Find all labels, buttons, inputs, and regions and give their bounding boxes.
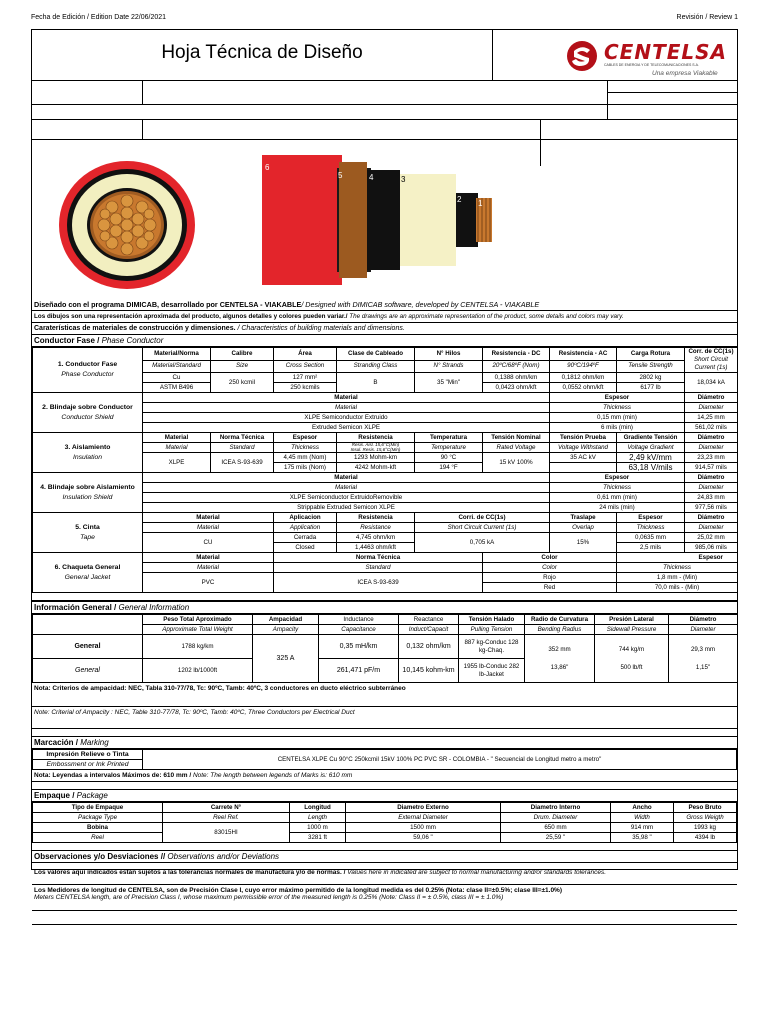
section-marking: Marcación / Marking bbox=[32, 737, 737, 749]
edition-date: Fecha de Edición / Edition Date 22/06/2021 bbox=[31, 14, 167, 21]
layer-number-6: 6 bbox=[265, 163, 270, 172]
conductor-shield-label: 2. Blindaje sobre Conductor Conductor Shield bbox=[33, 393, 143, 433]
layer-number-4: 4 bbox=[369, 173, 374, 182]
header bbox=[32, 30, 737, 81]
section-general-information: Información General / General Information bbox=[32, 601, 737, 614]
length-meter-note: Los Medidores de longitud de CENTELSA, son de Precisión Clase I, cuyo error máximo permitido de la longitud medida es del 0.25% (Nota: clase II=±0.5%; clase III=±1.0%) Meters CENTELSA length, are of Precision Class I, whose maximum permissible error of the measured length is 0.25% (Note: Class II = ± 0.5%, class III = ± 1.0%) bbox=[32, 885, 737, 911]
centelsa-logo bbox=[564, 36, 729, 80]
centelsa-logo-icon bbox=[564, 38, 600, 74]
section-package: Empaque / Package bbox=[32, 790, 737, 802]
insulation-shield-label: 4. Blindaje sobre Aislamiento Insulation Shield bbox=[33, 473, 143, 513]
jacket-label: 6. Chaqueta General General Jacket bbox=[33, 553, 143, 593]
insulation-label: 3. Aislamiento Insulation bbox=[33, 433, 143, 473]
layer-number-1: 1 bbox=[478, 199, 483, 208]
layer-number-2: 2 bbox=[457, 195, 462, 204]
materials-title: Caraterísticas de materiales de construcción y dimensiones. / Characteristics of building materials and dimensions. bbox=[32, 323, 737, 335]
blank-row-2 bbox=[32, 105, 737, 120]
drawing-disclaimer: Los dibujos son una representación aproximada del producto, algunos detalles y colores pueden variar./ The drawings are an approximate representation of the product, some details and colors may vary. bbox=[32, 311, 737, 323]
section-observations: Observaciones y/o Desviaciones // Observations and/or Deviations bbox=[32, 851, 737, 863]
blank-row-3 bbox=[32, 120, 737, 140]
page-title: Hoja Técnica de Diseño bbox=[161, 42, 363, 63]
datasheet bbox=[31, 29, 738, 901]
general-table: Peso Total Aproximado Ampacidad Inductance Reactance Tensión Halado Radio de Curvatura Presión Lateral Diámetro Approximate Total Weight Ampacity Capacitance Induct/Capacit Pulling Tension Bending Radius Sidewall Pressure Diameter General 1788 kg/km 325 A 0,35 mH/km 0,132 ohm/km 887 kg-Conduc 128 kg-Chaq. 352 mm 13,86" 744 kg/m 500 lb/ft 29,3 mm 1,15" General 1202 lb/1000ft 261,471 pF/m 10,145 kohm-km 1955 lb-Conduc 282 lb-Jacket bbox=[32, 614, 738, 683]
ampacity-note-es: Nota: Criterios de ampacidad: NEC, Tabla 310-77/78, Tc: 90ºC, Tamb: 40ºC, 3 conductores en ducto eléctrico subterráneo bbox=[32, 683, 737, 707]
marking-table: Impresión Relieve o Tinta CENTELSA XLPE Cu 90°C 250kcmil 15kV 100% PC PVC SR - COLOMBIA - " Secuencial de Longitud metro a metro" Embossment or Ink Printed bbox=[32, 749, 737, 770]
logo-subtitle: CABLES DE ENERGIA Y DE TELECOMUNICACIONES S.A. bbox=[604, 63, 699, 67]
top-bar bbox=[31, 14, 738, 21]
tape-label: 5. Cinta Tape bbox=[33, 513, 143, 553]
layer-number-3: 3 bbox=[401, 175, 406, 184]
layer-number-5: 5 bbox=[338, 171, 343, 180]
logo-wordmark: CENTELSA bbox=[604, 40, 728, 64]
cable-drawing bbox=[32, 140, 737, 311]
ampacity-note-en: Note: Criterial of Ampacity : NEC, Table 310-77/78, Tc: 90ºC, Tamb: 40ºC, Three Conductors per Electrical Duct bbox=[32, 707, 737, 729]
package-table: Tipo de Empaque Carrete N° Longitud Diametro Externo Diametro Interno Ancho Peso Bruto Package Type Reel Ref. Length External Diameter Drum. Diameter Width Gross Weigth Bobina 83015HI 1000 m 1500 mm 650 mm 914 mm 1993 kg Reel 3281 ft 59,06 " 25,59 " 35,98 " 4394 lb bbox=[32, 802, 737, 843]
revision: Revisión / Review 1 bbox=[676, 14, 738, 21]
cable-illustration bbox=[32, 140, 737, 310]
blank-row-1 bbox=[32, 81, 737, 105]
logo-tagline: Una empresa Viakable bbox=[652, 70, 718, 77]
marking-legend-note: Nota: Leyendas a intervalos Máximos de: 610 mm / Note: The length between legends of Marks is: 610 mm bbox=[32, 770, 737, 782]
section-phase-conductor: Conductor Fase / Phase Conductor bbox=[32, 335, 737, 347]
construction-table: 1. Conductor Fase Phase Conductor Material/Norma Calibre Área Clase de Cableado N° Hilos Resistencia - DC Resistencia - AC Carga Rotura Corr. de CC(1s) Short Circuit Current (1s) Material/Standard Size Cross Section Stranding Class N° Strands 20ºC/68ºF (Nom) 90ºC/194ºF Tensile Strength Cu 250 kcmil 127 mm² B 35 "Min" 0,1388 ohm/km 0,1812 ohm/km 2802 kg 18,034 kA ASTM B496 250 kcmils 0,0423 ohm/kft 0,0552 ohm/kft 6177 lb 2. Blindaje sobre Conductor Conductor Shield Material Espesor Diámetro Material Thickness Diameter XLPE Semiconductor Extruido 0,15 mm (min) 14,25 mm Extruded Semicon XLPE 6 mils (min) 561,02 mils 3. Aislamiento Insulation Material Norma Técnica Espesor Resistencia Temperatura Tensión Nominal Tensión Prueba Gradiente Tensión Diámetro Material Standard Thickness Resis. Aisl. 15,6°C(Min) Insul. Resis. 15,6°C(Min) Temperature Rated Voltage Voltage Withstand Voltage Gradient Diameter XLPE ICEA S-93-639 4,45 mm (Nom) 1293 Mohm-km 90 °C 15 kV 100% 35 AC kV 2,49 kV/mm 23,23 mm 175 mils (Nom) 4242 Mohm-kft 194 °F 63,18 V/mils 914,57 mils 4. Blindaje sobre Aislamiento Insulation Shield Material Espesor Diámetro Material Thickness Diameter XLPE Semiconductor ExtruidoRemovible 0,61 mm (min) 24,83 mm Strippable Extruded Semicon XLPE 24 mils (min) 977,56 mils 5. Cinta Tape Material Aplicacion Resistencia Corri. de CC(1s) Traslape Espesor Diámetro Material Application Resistance Short Circuit Current (1s) Overlap Thickness Diameter CU Cerrada 4,745 ohm/km 0,705 kA 15% 0,0635 mm 25,02 mm Closed 1,4463 ohm/kft 2,5 mils 985,06 mils 6. Chaqueta General General Jacket Material Norma Técnica Color Espesor Material Standard Color Thickness PVC ICEA S-93-639 Rojo 1,8 mm - (Min) Red 70,0 mils - (Min) bbox=[32, 347, 738, 593]
tolerance-note: Los valores aquí indicados están sujetos a las tolerancias normales de manufactura y/o de normas. / Values here in indicated are subject to normal manufacturing and/or standards tolerances. bbox=[32, 863, 737, 885]
designed-with-note: Diseñado con el programa DIMICAB, desarrollado por CENTELSA - VIAKABLE/ Designed with DIMICAB software, developed by CENTELSA - VIAKABLE bbox=[34, 300, 540, 309]
conductor-label: 1. Conductor Fase Phase Conductor bbox=[33, 348, 143, 393]
